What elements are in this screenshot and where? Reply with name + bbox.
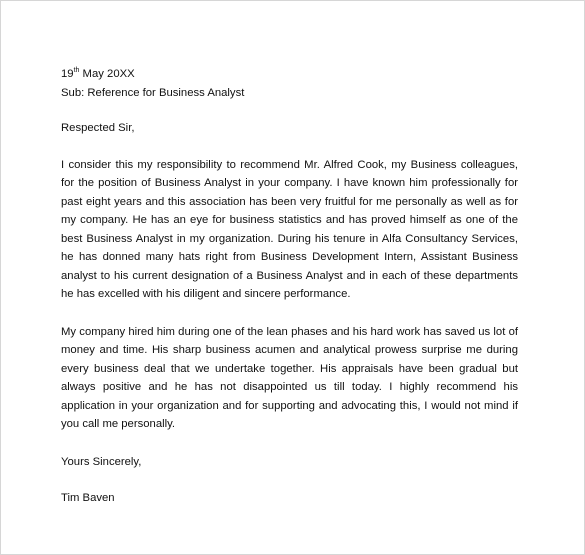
letter-body	[61, 65, 518, 508]
letter-date: 19th May 20XX	[61, 67, 135, 80]
letter-subject: Sub: Reference for Business Analyst	[61, 86, 245, 99]
letter-closing: Yours Sincerely,	[61, 455, 142, 468]
letter-salutation: Respected Sir,	[61, 122, 135, 134]
letter-signature-name: Tim Baven	[61, 492, 115, 504]
letter-paragraph-1: I consider this my responsibility to recommend Mr. Alfred Cook, my Business colleagues, for the position of Business Analyst in your company. I have known him professionally for past eight years and this association has been very fruitful for me personally as well as for my company. He has an eye for business statistics and has proved himself as one of the best Business Analyst in my organization. During his tenure in Alfa Consultancy Services, he has donned many hats right from Business Development Intern, Assistant Business analyst to his current designation of a Business Analyst and in each of these departments he has excelled with his diligent and sincere performance.	[61, 158, 518, 300]
letter-paragraph-2: My company hired him during one of the lean phases and his hard work has saved us lot of money and time. His sharp business acumen and analytical prowess surprise me during every business deal that we undertake together. His appraisals have been gradual but always positive and he has not disappointed us till today. I highly recommend his application in your organization and for supporting and advocating this, I would not mind if you call me personally.	[61, 325, 518, 430]
